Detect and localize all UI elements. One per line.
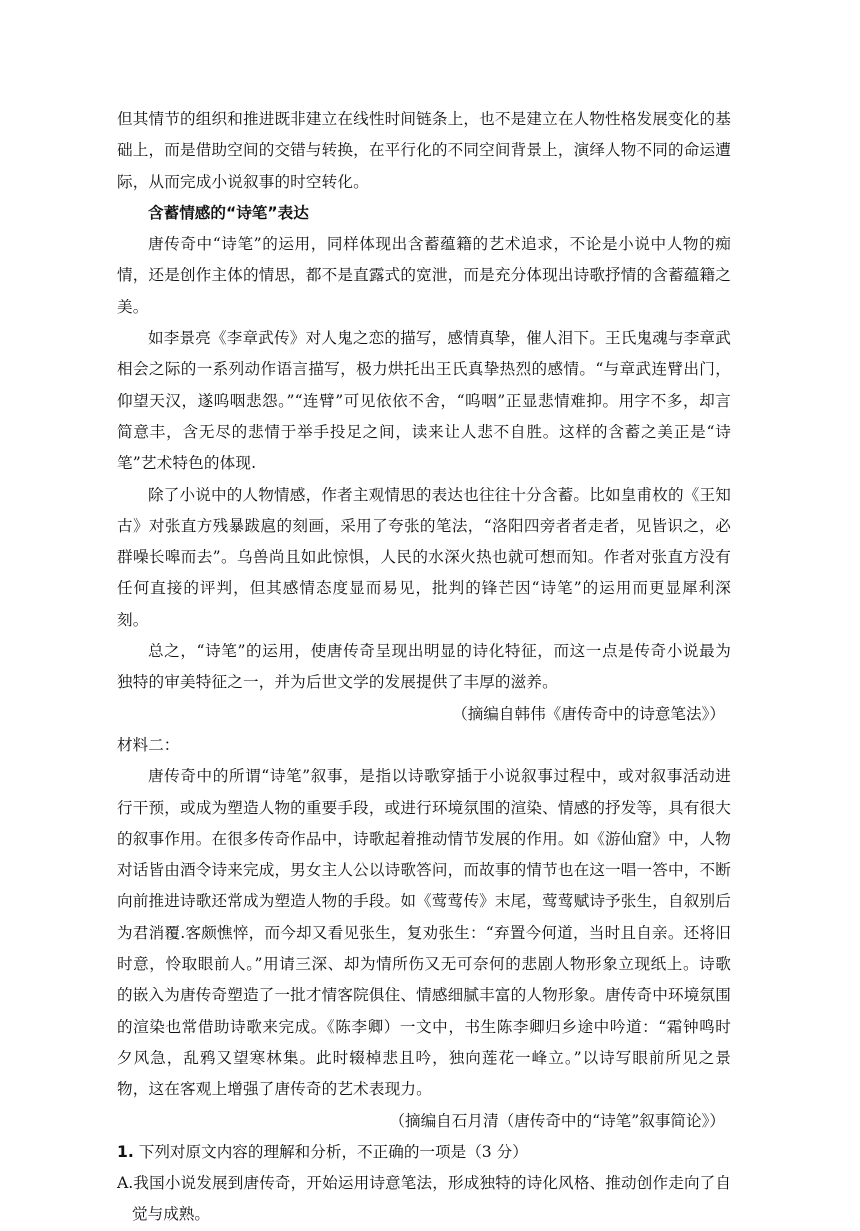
question-1 [117, 1137, 731, 1168]
paragraph-5: 唐传奇中的所谓“诗笔”叙事，是指以诗歌穿插于小说叙事过程中，或对叙事活动进行干预，或成为塑造人物的重要手段，或进行环境氛围的渲染、情感的抒发等，具有很大的叙事作用。在很多传奇作品中，诗歌起着推动情节发展的作用。如《游仙窟》中，人物对话皆由酒令诗来完成，男女主人公以诗歌答问，而故事的情节也在这一唱一答中，不断向前推进诗歌还常成为塑造人物的手段。如《莺莺传》末尾，莺莺赋诗予张生，自叙别后为君消覆.客颇憔悴，而今却又看见张生，复劝张生：“弃置今何道，当时且自亲。还将旧时意，怜取眼前人。”用请三深、却为情所伤又无可奈何的悲剧人物形象立现纸上。诗歌的嵌入为唐传奇塑造了一批才情客院俱住、情感细腻丰富的人物形象。唐传奇中环境氛围的渲染也常借助诗歌来完成。《陈李卿）一文中，书生陈李卿归乡途中吟道：“霜钟鸣时夕风急，乱鸦又望寒林集。此时辍棹悲且吟，独向莲花一峰立。”以诗写眼前所见之景物，这在客观上增强了唐传奇的艺术表现力。 [117, 767, 732, 1099]
paragraph-4: 总之，“诗笔”的运用，使唐传奇呈现出明显的诗化特征，而这一点是传奇小说最为独特的审美特征之一，并为后世文学的发展提供了丰厚的滋养。 [117, 642, 731, 692]
section-heading: 含蓄情感的“诗笔”表达 [148, 203, 309, 222]
source-citation-2: （摘编自石月清（唐传奇中的“诗笔”叙事简论》） [389, 1111, 725, 1130]
question-1-text: 下列对原文内容的理解和分析，不正确的一项是（3 分） [133, 1142, 528, 1161]
paragraph-2: 如李景亮《李章武传》对人鬼之恋的描写，感情真挚，催人泪下。王氏鬼魂与李章武相会之际的一系列动作语言描写，极力烘托出王氏真挚热烈的感情。“与章武连臂出门，仰望天汉，遂呜咽悲怨。”“连臂”可见依依不舍，“呜咽”正显悲情难抑。用字不多，却言简意丰，含无尽的悲情于举手投足之间，读来让人悲不自胜。这样的含蓄之美正是“诗笔”艺术特色的体现. [117, 329, 731, 473]
paragraph-intro: 但其情节的组织和推进既非建立在线性时间链条上，也不是建立在人物性格发展变化的基础上，而是借助空间的交错与转换，在平行化的不同空间背景上，演绎人物不同的命运遭际，从而完成小说叙事的时空转化。 [117, 110, 732, 191]
reading-passage [117, 104, 731, 1231]
paragraph-3: 除了小说中的人物情感，作者主观情思的表达也往往十分含蓄。比如皇甫枚的《王知古》对张直方残暴跋扈的刻画，采用了夸张的笔法，“洛阳四旁者者走者，见皆识之，必群噪长嗥而去”。乌兽尚且如此惊惧，人民的水深火热也就可想而知。作者对张直方没有任何直接的评判，但其感情态度显而易见，批判的锋芒因“诗笔”的运用而更显犀利深刻。 [117, 485, 731, 629]
question-1-number: 1. [117, 1142, 134, 1161]
option-a[interactable]: A.我国小说发展到唐传奇，开始运用诗意笔法，形成独特的诗化风格、推动创作走向了自觉与成熟。 [117, 1174, 731, 1224]
source-citation-1: （摘编自韩伟《唐传奇中的诗意笔法》） [452, 704, 725, 723]
material-2-label: 材料二： [117, 735, 180, 754]
paragraph-1: 唐传奇中“诗笔”的运用，同样体现出含蓄蕴籍的艺术追求，不论是小说中人物的痴情，还是创作主体的情思，都不是直露式的宽泄，而是充分体现出诗歌抒情的含蓄蕴籍之美。 [117, 235, 732, 316]
